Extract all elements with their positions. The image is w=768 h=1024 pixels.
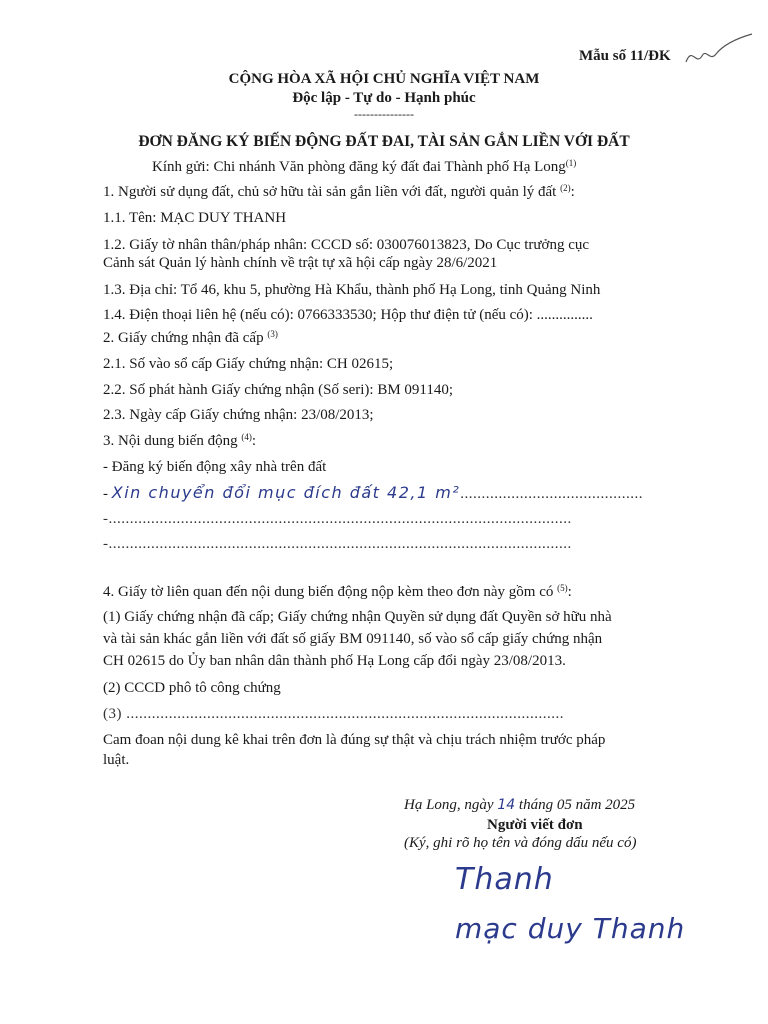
nation-motto: Độc lập - Tự do - Hạnh phúc: [292, 90, 476, 106]
section4-heading: [103, 583, 572, 601]
certificate-date: 2.3. Ngày cấp Giấy chứng nhận: 23/08/2013;: [103, 407, 374, 423]
recipient-note: (1): [565, 158, 577, 168]
signer-role: Người viết đơn: [487, 817, 583, 833]
applicant-phone: 1.4. Điện thoại liên hệ (nếu có): 0766333530; Hộp thư điện tử (nếu có): ...............: [103, 307, 593, 323]
pen-flourish: [682, 32, 754, 72]
section4-heading-text: 4. Giấy tờ liên quan đến nội dung biến động nộp kèm theo đơn này gồm có: [103, 584, 554, 600]
change-item-4: -.............................................................................................................: [103, 536, 572, 552]
form-title: ĐƠN ĐĂNG KÝ BIẾN ĐỘNG ĐẤT ĐAI, TÀI SẢN GẮN LIỀN VỚI ĐẤT: [138, 133, 630, 150]
signature: Thanh: [455, 862, 554, 897]
certificate-book-number: 2.1. Số vào sổ cấp Giấy chứng nhận: CH 02615;: [103, 356, 394, 372]
section2-heading-text: 2. Giấy chứng nhận đã cấp: [103, 330, 264, 346]
place-date-line: [404, 796, 635, 814]
section1-heading-text: 1. Người sử dụng đất, chủ sở hữu tài sản gắn liền với đất, người quản lý đất: [103, 184, 557, 200]
section4-tail: :: [567, 584, 572, 600]
attached-doc-1-line1: (1) Giấy chứng nhận đã cấp; Giấy chứng nhận Quyền sử dụng đất Quyền sở hữu nhà: [103, 609, 612, 625]
attached-doc-3: (3) .......................................................................................................: [103, 706, 564, 722]
signature-day-handwritten: 14: [497, 797, 516, 813]
attached-doc-1-line2: và tài sản khác gắn liền với đất số giấy BM 091140, số vào sổ cấp giấy chứng nhận: [103, 631, 603, 647]
change-item-3: -.............................................................................................................: [103, 511, 572, 527]
attached-doc-1-line3: CH 02615 do Ủy ban nhân dân thành phố Hạ Long cấp đổi ngày 23/08/2013.: [103, 653, 566, 669]
change-item-2-prefix: -: [103, 486, 112, 502]
section1-heading: [103, 183, 575, 201]
id-document-line2: Cảnh sát Quản lý hành chính về trật tự xã hội cấp ngày 28/6/2021: [103, 255, 498, 271]
section3-note: (4): [241, 432, 252, 442]
handwritten-full-name: mạc duy Thanh: [455, 912, 686, 945]
section3-heading-text: 3. Nội dung biến động: [103, 433, 238, 449]
id-document-line1: 1.2. Giấy tờ nhân thân/pháp nhân: CCCD số: 030076013823, Do Cục trưởng cục: [103, 237, 590, 253]
section2-heading: [103, 329, 278, 347]
section1-note: (2): [560, 183, 571, 193]
section1-tail: :: [570, 184, 575, 200]
header-separator: ---------------: [354, 107, 414, 121]
recipient-line: [152, 158, 576, 176]
applicant-name: 1.1. Tên: MẠC DUY THANH: [103, 210, 287, 226]
commitment-line2: luật.: [103, 752, 130, 768]
certificate-serial: 2.2. Số phát hành Giấy chứng nhận (Số seri): BM 091140;: [103, 382, 454, 398]
change-item-2: [103, 484, 643, 503]
nation-title: CỘNG HÒA XÃ HỘI CHỦ NGHĨA VIỆT NAM: [228, 71, 540, 87]
commitment-line1: Cam đoan nội dung kê khai trên đơn là đúng sự thật và chịu trách nhiệm trước pháp: [103, 732, 606, 748]
section2-note: (3): [267, 329, 278, 339]
change-item-2-dots: ...........................................: [460, 486, 643, 502]
section4-note: (5): [557, 583, 568, 593]
section3-heading: [103, 432, 256, 450]
signature-instruction: (Ký, ghi rõ họ tên và đóng dấu nếu có): [404, 835, 637, 851]
place-date-prefix: Hạ Long, ngày: [404, 797, 494, 813]
recipient-text: Kính gửi: Chi nhánh Văn phòng đăng ký đất đai Thành phố Hạ Long: [152, 159, 566, 175]
attached-doc-2: (2) CCCD phô tô công chứng: [103, 680, 281, 696]
change-item-2-handwritten: Xin chuyển đổi mục đích đất 42,1 m²: [111, 483, 461, 502]
section3-tail: :: [251, 433, 256, 449]
place-date-suffix: tháng 05 năm 2025: [518, 797, 636, 813]
form-code: Mẫu số 11/ĐK: [579, 48, 671, 64]
applicant-address: 1.3. Địa chỉ: Tổ 46, khu 5, phường Hà Khẩu, thành phố Hạ Long, tỉnh Quảng Ninh: [103, 282, 601, 298]
change-item-1: - Đăng ký biến động xây nhà trên đất: [103, 459, 327, 475]
